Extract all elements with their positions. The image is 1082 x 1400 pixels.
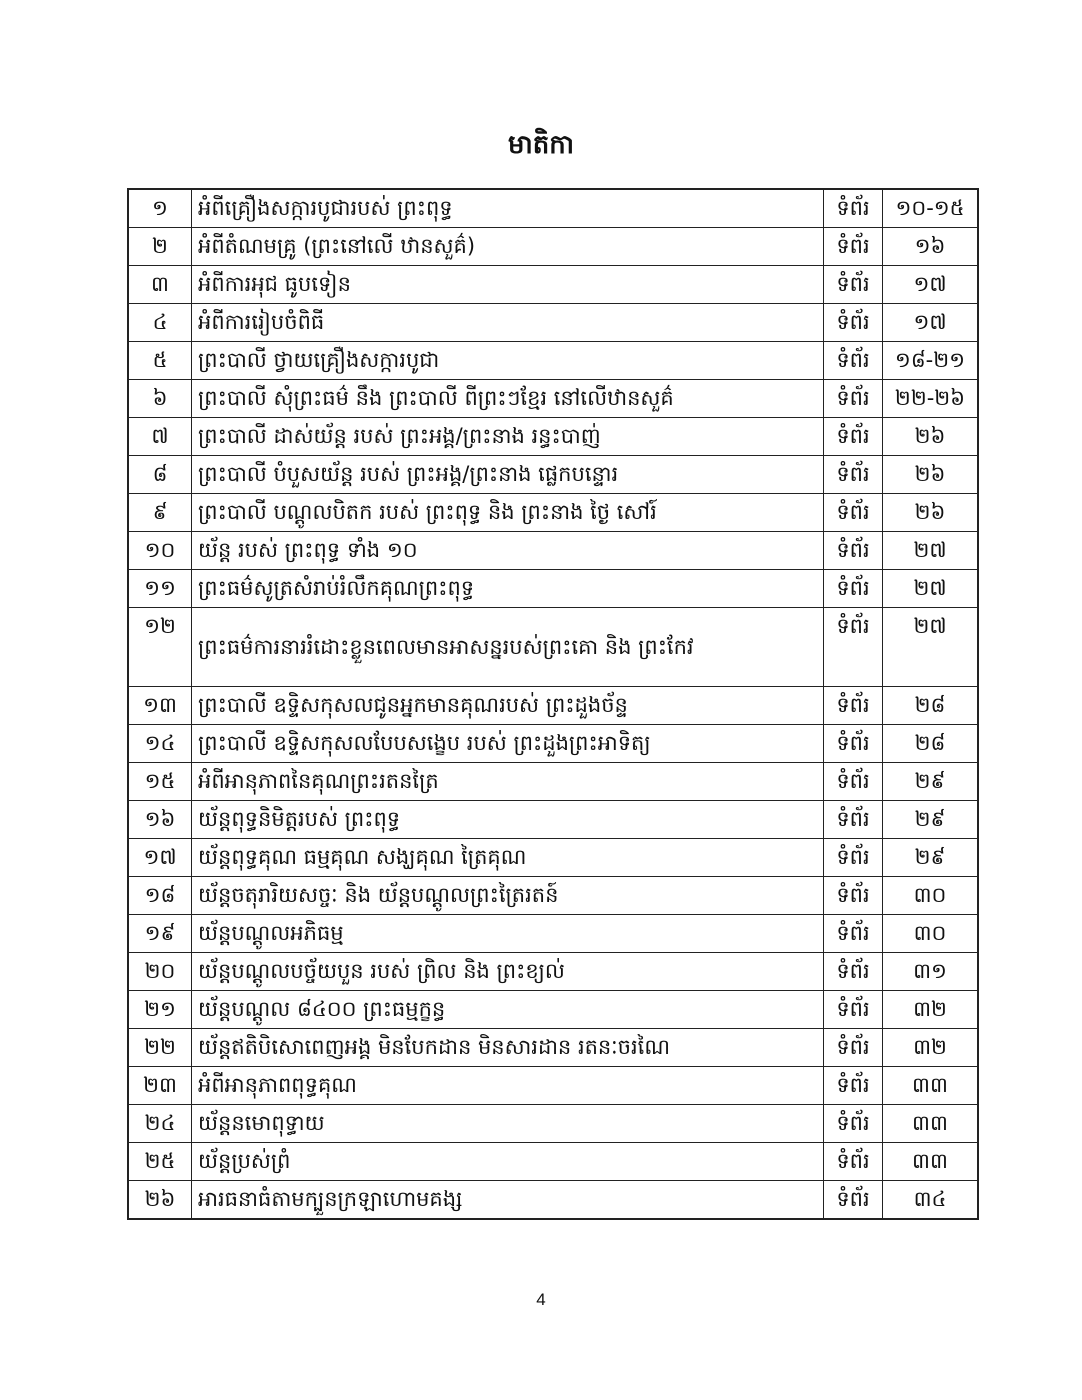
toc-page-label: ទំព័រ xyxy=(824,725,883,763)
toc-number: ១១ xyxy=(128,570,192,608)
toc-topic: ព្រះបាលី សុំព្រះធម៌ នឹង ព្រះបាលី ពីព្រះៗខ្មែរ នៅលើឋានសួគ៌ xyxy=(192,380,824,418)
toc-row xyxy=(128,991,978,1029)
toc-number: ២ xyxy=(128,228,192,266)
toc-topic: យ័ន្ត របស់ ព្រះពុទ្ធ ទាំង ១០ xyxy=(192,532,824,570)
toc-page-label: ទំព័រ xyxy=(824,1181,883,1220)
toc-number: ១០ xyxy=(128,532,192,570)
toc-row xyxy=(128,342,978,380)
toc-page-range: ៣៣ xyxy=(883,1067,979,1105)
toc-page-label: ទំព័រ xyxy=(824,608,883,687)
toc-page-range: ៣៣ xyxy=(883,1143,979,1181)
toc-number: ២៦ xyxy=(128,1181,192,1220)
toc-number: ២២ xyxy=(128,1029,192,1067)
toc-page-range: ១៧ xyxy=(883,266,979,304)
toc-page-range: ៣០ xyxy=(883,915,979,953)
toc-page-range: ២៩ xyxy=(883,839,979,877)
toc-page-label: ទំព័រ xyxy=(824,456,883,494)
toc-number: ១៦ xyxy=(128,801,192,839)
toc-page-label: ទំព័រ xyxy=(824,763,883,801)
toc-page-label: ទំព័រ xyxy=(824,991,883,1029)
toc-page-label: ទំព័រ xyxy=(824,953,883,991)
toc-row xyxy=(128,304,978,342)
toc-page-range: ២៩ xyxy=(883,763,979,801)
toc-row xyxy=(128,1143,978,1181)
toc-page-label: ទំព័រ xyxy=(824,532,883,570)
toc-topic: ព្រះបាលី បំបួសយ័ន្ត របស់ ព្រះអង្គ/ព្រះនាង ផ្លេកបន្ទោរ xyxy=(192,456,824,494)
toc-page-range: ២៦ xyxy=(883,456,979,494)
toc-page-range: ២៨ xyxy=(883,687,979,725)
toc-number: ២៥ xyxy=(128,1143,192,1181)
toc-number: ៤ xyxy=(128,304,192,342)
toc-row xyxy=(128,189,978,228)
toc-number: ២០ xyxy=(128,953,192,991)
toc-number: ១៣ xyxy=(128,687,192,725)
toc-page-range: ២៩ xyxy=(883,801,979,839)
page-number: 4 xyxy=(536,1290,546,1309)
toc-topic: ព្រះបាលី ឧទ្ទិសកុសលបែបសង្ខេប របស់ ព្រះដួងព្រះអាទិត្យ xyxy=(192,725,824,763)
toc-topic: អំពីអានុភាពពុទ្ធគុណ xyxy=(192,1067,824,1105)
toc-page-range: ១០-១៥ xyxy=(883,189,979,228)
toc-row xyxy=(128,1181,978,1220)
toc-number: ៩ xyxy=(128,494,192,532)
table-of-contents xyxy=(127,188,979,1220)
toc-topic: ព្រះបាលី ឧទ្ទិសកុសលជូនអ្នកមានគុណរបស់ ព្រះដួងច័ន្ទ xyxy=(192,687,824,725)
toc-row xyxy=(128,953,978,991)
toc-topic: ព្រះបាលី បណ្តូលបិតក របស់ ព្រះពុទ្ធ និង ព្រះនាង ថ្ងៃ សៅរ៍ xyxy=(192,494,824,532)
toc-number: ១ xyxy=(128,189,192,228)
toc-topic: យ័ន្តពុទ្ធគុណ ធម្មគុណ សង្ឃគុណ ត្រៃគុណ xyxy=(192,839,824,877)
toc-topic: អំពីអានុភាពនៃគុណព្រះរតនត្រៃ xyxy=(192,763,824,801)
toc-page-range: ៣២ xyxy=(883,1029,979,1067)
toc-page-label: ទំព័រ xyxy=(824,1143,883,1181)
toc-page-label: ទំព័រ xyxy=(824,266,883,304)
toc-number: ១៧ xyxy=(128,839,192,877)
toc-row xyxy=(128,228,978,266)
toc-body xyxy=(128,189,978,1219)
toc-number: ៧ xyxy=(128,418,192,456)
toc-number: ៦ xyxy=(128,380,192,418)
toc-topic: អំពីការអុជ ធូបទៀន xyxy=(192,266,824,304)
toc-page-label: ទំព័រ xyxy=(824,1105,883,1143)
toc-topic: អំពីតំណមគ្រូ (ព្រះនៅលើ ឋានសួគ៌) xyxy=(192,228,824,266)
toc-topic: អំពីការរៀបចំពិធី xyxy=(192,304,824,342)
toc-number: ១៩ xyxy=(128,915,192,953)
toc-number: ៥ xyxy=(128,342,192,380)
toc-page-label: ទំព័រ xyxy=(824,687,883,725)
toc-number: ២៣ xyxy=(128,1067,192,1105)
toc-page-label: ទំព័រ xyxy=(824,1029,883,1067)
toc-page-label: ទំព័រ xyxy=(824,189,883,228)
toc-row xyxy=(128,418,978,456)
toc-page-range: ៣០ xyxy=(883,877,979,915)
toc-number: ៨ xyxy=(128,456,192,494)
toc-topic: យ័ន្តបណ្តូលអភិធម្ម xyxy=(192,915,824,953)
toc-topic: យ័ន្តឥតិបិសោពេញអង្គ មិនបែកដាន មិនសារដាន រតនៈចរណៃ xyxy=(192,1029,824,1067)
toc-topic: យ័ន្តបណ្តូល ៨៤០០ ព្រះធម្មក្ខន្ធ xyxy=(192,991,824,1029)
toc-row xyxy=(128,877,978,915)
toc-page-range: ៣១ xyxy=(883,953,979,991)
toc-page-label: ទំព័រ xyxy=(824,304,883,342)
toc-page-label: ទំព័រ xyxy=(824,228,883,266)
toc-topic: អំពីគ្រឿងសក្ការបូជារបស់ ព្រះពុទ្ធ xyxy=(192,189,824,228)
toc-page-label: ទំព័រ xyxy=(824,418,883,456)
toc-page-range: ២៧ xyxy=(883,570,979,608)
toc-row xyxy=(128,570,978,608)
toc-topic: អារធនាធំតាមក្បួនក្រឡាហោមគង្ស xyxy=(192,1181,824,1220)
toc-page-range: ២៧ xyxy=(883,532,979,570)
page-title: មាតិកា xyxy=(507,130,574,160)
toc-number: ៣ xyxy=(128,266,192,304)
toc-page-label: ទំព័រ xyxy=(824,801,883,839)
toc-row xyxy=(128,456,978,494)
toc-topic: យ័ន្តបណ្តូលបច្ច័យបួន របស់ ព្រិល និង ព្រះខ្យល់ xyxy=(192,953,824,991)
toc-page-label: ទំព័រ xyxy=(824,380,883,418)
toc-row xyxy=(128,608,978,687)
toc-page-range: ៣៤ xyxy=(883,1181,979,1220)
toc-page-range: ៣៣ xyxy=(883,1105,979,1143)
toc-row xyxy=(128,801,978,839)
toc-row xyxy=(128,1029,978,1067)
toc-page-label: ទំព័រ xyxy=(824,570,883,608)
toc-page-label: ទំព័រ xyxy=(824,342,883,380)
toc-page-range: ២៦ xyxy=(883,494,979,532)
toc-row xyxy=(128,725,978,763)
toc-row xyxy=(128,532,978,570)
toc-row xyxy=(128,266,978,304)
toc-number: ១៤ xyxy=(128,725,192,763)
toc-page-range: ២៧ xyxy=(883,608,979,687)
toc-page-range: ២៦ xyxy=(883,418,979,456)
toc-page-range: ២២-២៦ xyxy=(883,380,979,418)
toc-topic: យ័ន្តចតុរារិយសច្ចៈ និង យ័ន្តបណ្តូលព្រះត្រៃរតន៍ xyxy=(192,877,824,915)
toc-page-label: ទំព័រ xyxy=(824,915,883,953)
toc-row xyxy=(128,839,978,877)
toc-number: ១៨ xyxy=(128,877,192,915)
toc-topic: ព្រះធម៌ការនាររំដោះខ្លួនពេលមានអាសន្នរបស់ព្រះគោ និង ព្រះកែវ xyxy=(192,608,824,687)
toc-page-range: ១៨-២១ xyxy=(883,342,979,380)
toc-number: ២៤ xyxy=(128,1105,192,1143)
toc-page-label: ទំព័រ xyxy=(824,1067,883,1105)
toc-page-range: ១៧ xyxy=(883,304,979,342)
toc-page-range: ២៨ xyxy=(883,725,979,763)
toc-topic: យ័ន្តប្រស់ព្រំ xyxy=(192,1143,824,1181)
toc-topic: ព្រះបាលី ដាស់យ័ន្ត របស់ ព្រះអង្គ/ព្រះនាង រន្ធះបាញ់ xyxy=(192,418,824,456)
toc-topic: យ័ន្តពុទ្ធនិមិត្តរបស់ ព្រះពុទ្ធ xyxy=(192,801,824,839)
toc-number: ២១ xyxy=(128,991,192,1029)
toc-page-range: ១៦ xyxy=(883,228,979,266)
toc-number: ១២ xyxy=(128,608,192,687)
toc-row xyxy=(128,380,978,418)
toc-page-label: ទំព័រ xyxy=(824,839,883,877)
toc-topic: យ័ន្តនមោពុទ្ធាយ xyxy=(192,1105,824,1143)
toc-number: ១៥ xyxy=(128,763,192,801)
toc-row xyxy=(128,915,978,953)
toc-row xyxy=(128,1067,978,1105)
toc-row xyxy=(128,687,978,725)
toc-page-range: ៣២ xyxy=(883,991,979,1029)
toc-topic: ព្រះបាលី ថ្វាយគ្រឿងសក្ការបូជា xyxy=(192,342,824,380)
toc-page-label: ទំព័រ xyxy=(824,494,883,532)
toc-row xyxy=(128,1105,978,1143)
toc-row xyxy=(128,763,978,801)
toc-row xyxy=(128,494,978,532)
toc-page-label: ទំព័រ xyxy=(824,877,883,915)
toc-topic: ព្រះធម៌សូត្រសំរាប់រំលឹកគុណព្រះពុទ្ធ xyxy=(192,570,824,608)
